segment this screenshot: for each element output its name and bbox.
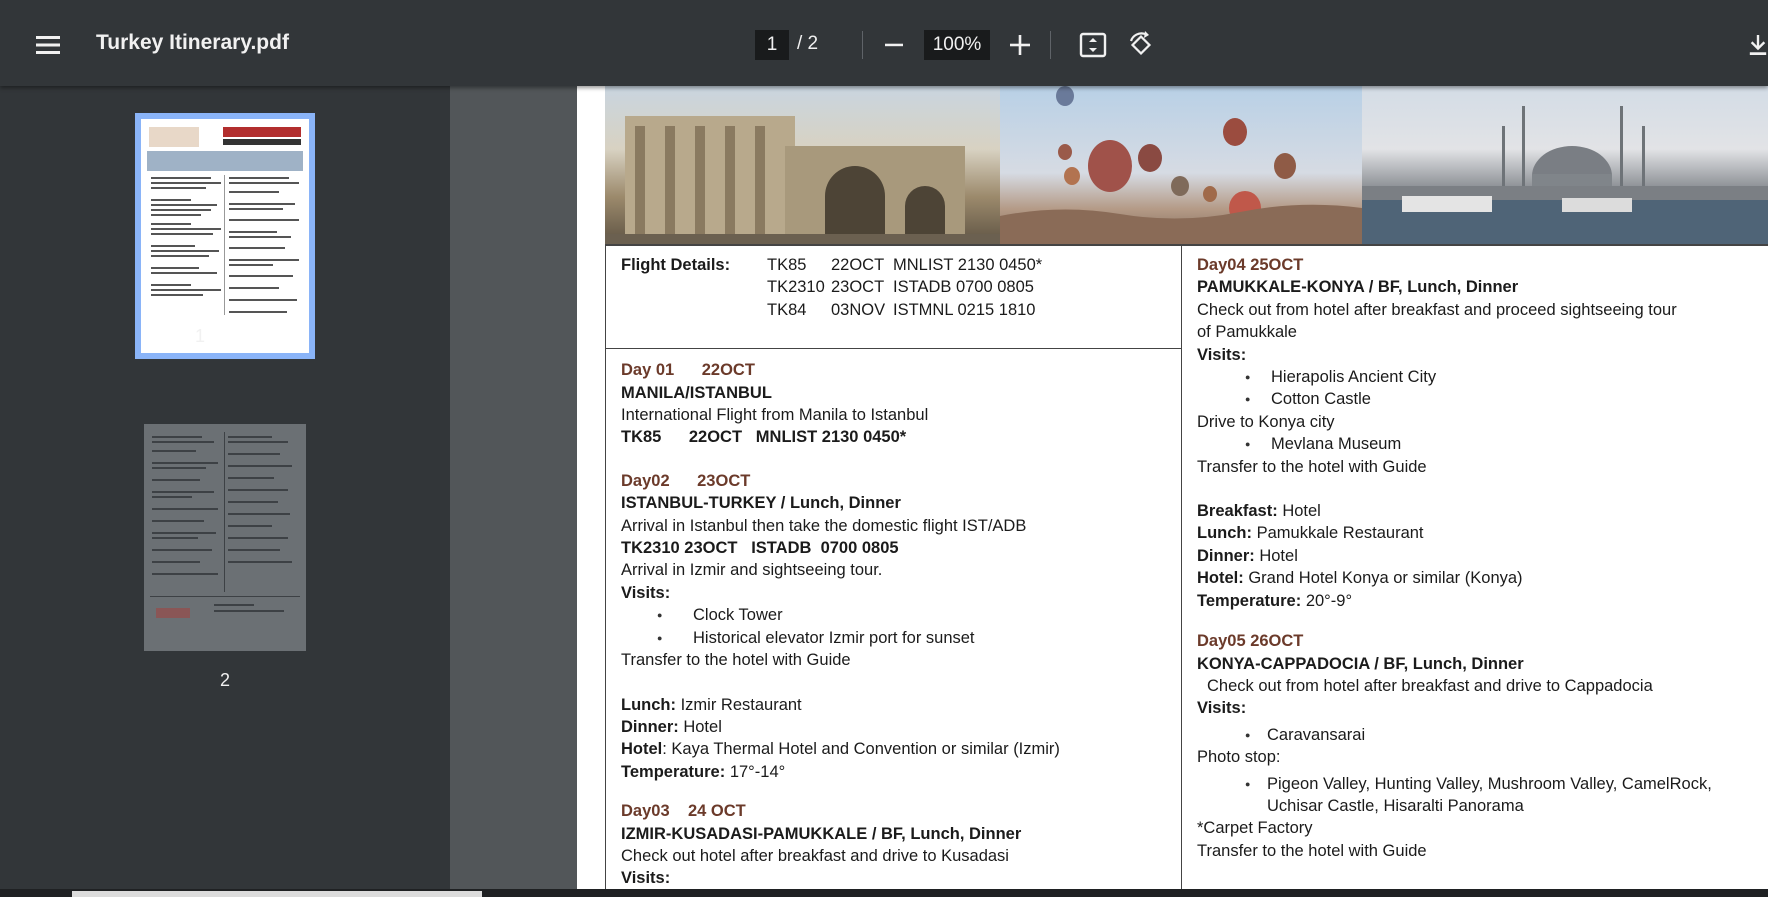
photo-stop-item: Uchisar Castle, Hisaralti Panorama xyxy=(1267,796,1524,815)
day-02-title: ISTANBUL-TURKEY / Lunch, Dinner xyxy=(621,494,901,513)
day-02-lunch xyxy=(621,694,1151,716)
toolbar-divider xyxy=(862,31,863,59)
table-border xyxy=(605,244,1768,246)
thumbnail-sidebar xyxy=(0,86,450,897)
day-03-heading: Day03 24 OCT xyxy=(621,802,746,821)
day-04-transfer: Transfer to the hotel with Guide xyxy=(1197,457,1427,476)
day-05-text: Check out from hotel after breakfast and drive to Cappadocia xyxy=(1207,676,1653,695)
flight-date: 03NOV xyxy=(831,300,886,319)
day-04-temperature xyxy=(1197,590,1757,612)
day-04-lunch xyxy=(1197,522,1757,544)
horizontal-scrollbar[interactable] xyxy=(72,891,482,897)
photo-stop-item: ● Pigeon Valley, Hunting Valley, Mushroom Valley, CamelRock, xyxy=(1197,773,1757,795)
fit-to-page-icon[interactable] xyxy=(1076,28,1110,62)
hotel-label: Hotel: xyxy=(1197,569,1244,588)
day-02-flight: TK2310 23OCT ISTADB 0700 0805 xyxy=(621,539,899,558)
temperature-label: Temperature: xyxy=(1197,591,1302,610)
itinerary-right-column xyxy=(1197,254,1757,862)
day-02-heading: Day02 23OCT xyxy=(621,471,751,490)
hotel-value: Grand Hotel Konya or similar (Konya) xyxy=(1248,569,1523,588)
day-04-text: of Pamukkale xyxy=(1197,323,1297,342)
hotel-label: Hotel xyxy=(621,740,663,759)
visit-item: ● Clock Tower xyxy=(621,604,1151,626)
day-02-text: Arrival in Izmir and sightseeing tour. xyxy=(621,561,883,580)
dinner-label: Dinner: xyxy=(1197,546,1255,565)
pdf-page xyxy=(577,86,1768,891)
lunch-label: Lunch: xyxy=(1197,524,1252,543)
table-border xyxy=(605,244,606,891)
day-04-breakfast xyxy=(1197,500,1757,522)
lunch-label: Lunch: xyxy=(621,695,676,714)
page-total: / 2 xyxy=(797,33,819,54)
visit-item: ● Historical elevator Izmir port for sunset xyxy=(621,627,1151,649)
temperature-value: 20°-9° xyxy=(1305,591,1353,610)
day-04-hotel xyxy=(1197,567,1757,589)
menu-icon[interactable] xyxy=(28,25,68,65)
day-01-title: MANILA/ISTANBUL xyxy=(621,383,772,402)
page-number-input[interactable]: 1 xyxy=(755,30,789,60)
day-05-title: KONYA-CAPPADOCIA / BF, Lunch, Dinner xyxy=(1197,654,1524,673)
day-03-visits-label: Visits: xyxy=(621,869,671,888)
rotate-icon[interactable] xyxy=(1124,28,1158,62)
day-03-title: IZMIR-KUSADASI-PAMUKKALE / BF, Lunch, Dinner xyxy=(621,824,1022,843)
thumbnail-label-2: 2 xyxy=(219,670,230,690)
temperature-value: 17°-14° xyxy=(729,762,786,781)
day-04-visits-label: Visits: xyxy=(1197,345,1247,364)
day-05-carpet: *Carpet Factory xyxy=(1197,819,1313,838)
day-04-dinner xyxy=(1197,545,1757,567)
lunch-value: Pamukkale Restaurant xyxy=(1256,524,1424,543)
itinerary-left-column xyxy=(621,254,1151,890)
day-04-title: PAMUKKALE-KONYA / BF, Lunch, Dinner xyxy=(1197,278,1519,297)
toolbar-divider xyxy=(1050,31,1051,59)
visit-item: ● Mevlana Museum xyxy=(1197,433,1757,455)
flight-list xyxy=(767,254,1042,321)
thumbnail-label-1: 1 xyxy=(194,326,205,346)
day-02-transfer: Transfer to the hotel with Guide xyxy=(621,651,851,670)
day-05-heading: Day05 26OCT xyxy=(1197,632,1304,651)
pdf-viewer[interactable] xyxy=(450,86,1768,897)
dinner-label: Dinner: xyxy=(621,717,679,736)
dinner-value: Hotel xyxy=(1259,546,1298,565)
flight-number: TK85 xyxy=(767,256,807,274)
visit-item: ● Caravansarai xyxy=(1197,724,1757,746)
day-01-flight: TK85 22OCT MNLIST 2130 0450* xyxy=(621,428,907,447)
zoom-out-button[interactable] xyxy=(878,30,910,60)
day-02-visits-label: Visits: xyxy=(621,583,671,602)
lunch-value: Izmir Restaurant xyxy=(680,695,802,714)
day-04-text: Check out from hotel after breakfast and proceed sightseeing tour xyxy=(1197,300,1677,319)
day-04-heading: Day04 25OCT xyxy=(1197,256,1304,274)
day-05-transfer: Transfer to the hotel with Guide xyxy=(1197,841,1427,860)
day-05-photo-label: Photo stop: xyxy=(1197,748,1281,767)
flight-route: ISTADB 0700 0805 xyxy=(893,278,1034,297)
hotel-value: : Kaya Thermal Hotel and Convention or similar (Izmir) xyxy=(662,740,1060,759)
page-thumbnail-1[interactable] xyxy=(135,113,315,359)
day-01-heading: Day 01 22OCT xyxy=(621,361,755,380)
zoom-level-input[interactable]: 100% xyxy=(924,30,990,60)
flight-number: TK2310 xyxy=(767,278,825,297)
day-04-drive: Drive to Konya city xyxy=(1197,412,1335,431)
document-title: Turkey Itinerary.pdf xyxy=(96,31,289,54)
breakfast-value: Hotel xyxy=(1282,502,1321,521)
visit-item: ● Hierapolis Ancient City xyxy=(1197,366,1757,388)
temperature-label: Temperature: xyxy=(621,762,726,781)
day-02-text: Arrival in Istanbul then take the domestic flight IST/ADB xyxy=(621,516,1027,535)
day-02-dinner xyxy=(621,716,1151,738)
day-02-temperature xyxy=(621,761,1151,783)
breakfast-label: Breakfast: xyxy=(1197,502,1278,521)
table-border xyxy=(1181,244,1182,891)
visit-item: ● Cotton Castle xyxy=(1197,388,1757,410)
flight-details-label: Flight Details: xyxy=(621,256,731,274)
zoom-in-button[interactable] xyxy=(1004,30,1036,60)
flight-route: ISTMNL 0215 1810 xyxy=(893,300,1036,319)
flight-row xyxy=(767,254,1042,276)
flight-row xyxy=(767,276,1042,298)
flight-date: 22OCT xyxy=(831,256,885,274)
header-photo-strip xyxy=(605,86,1768,244)
pdf-toolbar xyxy=(0,0,1768,86)
cappadocia-balloons-photo xyxy=(1000,86,1362,244)
flight-number: TK84 xyxy=(767,300,807,319)
istanbul-mosque-photo xyxy=(1362,86,1768,244)
day-03-text: Check out hotel after breakfast and drive to Kusadasi xyxy=(621,846,1009,865)
page-thumbnail-2[interactable] xyxy=(144,424,306,651)
flight-row xyxy=(767,299,1042,321)
day-02-hotel xyxy=(621,738,1151,760)
dinner-value: Hotel xyxy=(683,717,722,736)
flight-details xyxy=(621,254,1151,321)
day-01-text: International Flight from Manila to Istanbul xyxy=(621,406,929,425)
download-icon[interactable] xyxy=(1748,28,1768,62)
flight-date: 23OCT xyxy=(831,278,885,297)
day-05-visits-label: Visits: xyxy=(1197,699,1247,718)
flight-route: MNLIST 2130 0450* xyxy=(893,256,1043,274)
ephesus-library-photo xyxy=(605,86,1000,244)
